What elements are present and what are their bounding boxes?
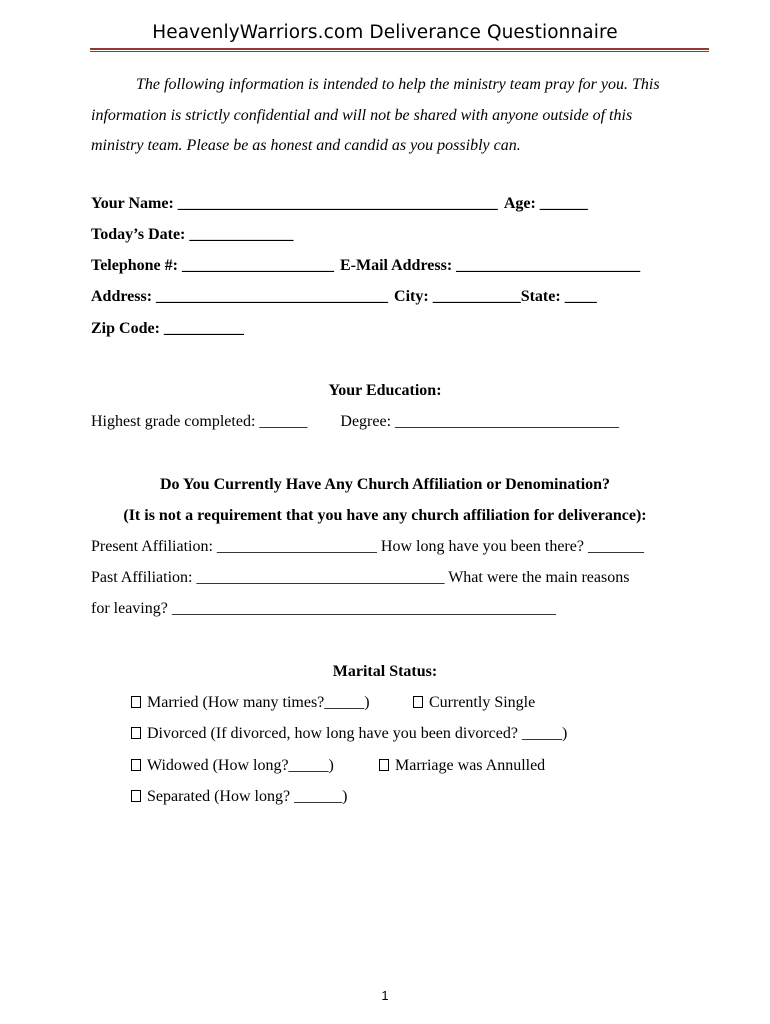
divorced-label: Divorced (If divorced, how long have you been divorced? _____) [147, 725, 568, 742]
past-affiliation-row[interactable]: Past Affiliation: _______________________________ What were the main reasons [91, 569, 630, 586]
date-field[interactable]: Today’s Date: _____________ [91, 226, 294, 243]
intro-line: The following information is intended to help the ministry team pray for you. This [136, 76, 660, 93]
church-subheading: (It is not a requirement that you have any church affiliation for deliverance): [123, 507, 647, 524]
married-option[interactable] [131, 694, 370, 712]
grade-field[interactable]: Highest grade completed: ______ [91, 413, 308, 430]
document-title: HeavenlyWarriors.com Deliverance Questionnaire [152, 22, 618, 43]
checkbox[interactable] [131, 727, 141, 739]
city-state-field[interactable]: City: ___________State: ____ [394, 288, 597, 305]
telephone-email-row [91, 257, 640, 275]
church-heading: Do You Currently Have Any Church Affiliation or Denomination? [159, 476, 611, 493]
separated-option[interactable] [131, 788, 347, 806]
checkbox[interactable] [131, 696, 141, 708]
email-field[interactable]: E-Mail Address: _______________________ [339, 257, 641, 274]
annulled-label: Marriage was Annulled [395, 757, 546, 774]
age-field[interactable]: Age: ______ [503, 195, 588, 212]
checkbox[interactable] [413, 696, 423, 708]
name-age-row [91, 195, 588, 213]
widowed-option[interactable] [131, 757, 334, 775]
header-rule [90, 48, 709, 53]
education-heading: Your Education: [328, 382, 442, 399]
zip-field[interactable]: Zip Code: __________ [91, 320, 244, 337]
present-affiliation-row[interactable]: Present Affiliation: ____________________ How long have you been there? _______ [91, 538, 644, 555]
name-field[interactable]: Your Name: ________________________________________ [91, 195, 498, 212]
address-field[interactable]: Address: _____________________________ [91, 288, 389, 305]
separated-label: Separated (How long? ______) [147, 788, 348, 805]
address-city-state-row [91, 288, 597, 306]
zip-row [91, 320, 244, 338]
single-label: Currently Single [429, 694, 536, 711]
date-row [91, 226, 293, 244]
telephone-field[interactable]: Telephone #: ___________________ [91, 257, 334, 274]
marital-heading: Marital Status: [332, 663, 438, 680]
checkbox[interactable] [379, 759, 389, 771]
widowed-label: Widowed (How long?_____) [147, 757, 334, 774]
annulled-option[interactable] [379, 757, 545, 775]
checkbox[interactable] [131, 759, 141, 771]
single-option[interactable] [413, 694, 535, 712]
intro-line: ministry team. Please be as honest and candid as you possibly can. [91, 137, 521, 154]
married-label: Married (How many times?_____) [147, 694, 370, 711]
leaving-reason-row[interactable]: for leaving? ________________________________________________ [91, 600, 556, 617]
checkbox[interactable] [131, 790, 141, 802]
education-row [91, 413, 619, 431]
intro-line: information is strictly confidential and will not be shared with anyone outside of this [91, 106, 633, 124]
page-number: 1 [381, 988, 389, 1003]
header-rule-thick [90, 48, 709, 50]
intro-paragraph [91, 70, 706, 162]
degree-field[interactable]: Degree: ____________________________ [340, 413, 620, 430]
divorced-option[interactable] [131, 725, 567, 743]
header-rule-thin [90, 51, 709, 52]
